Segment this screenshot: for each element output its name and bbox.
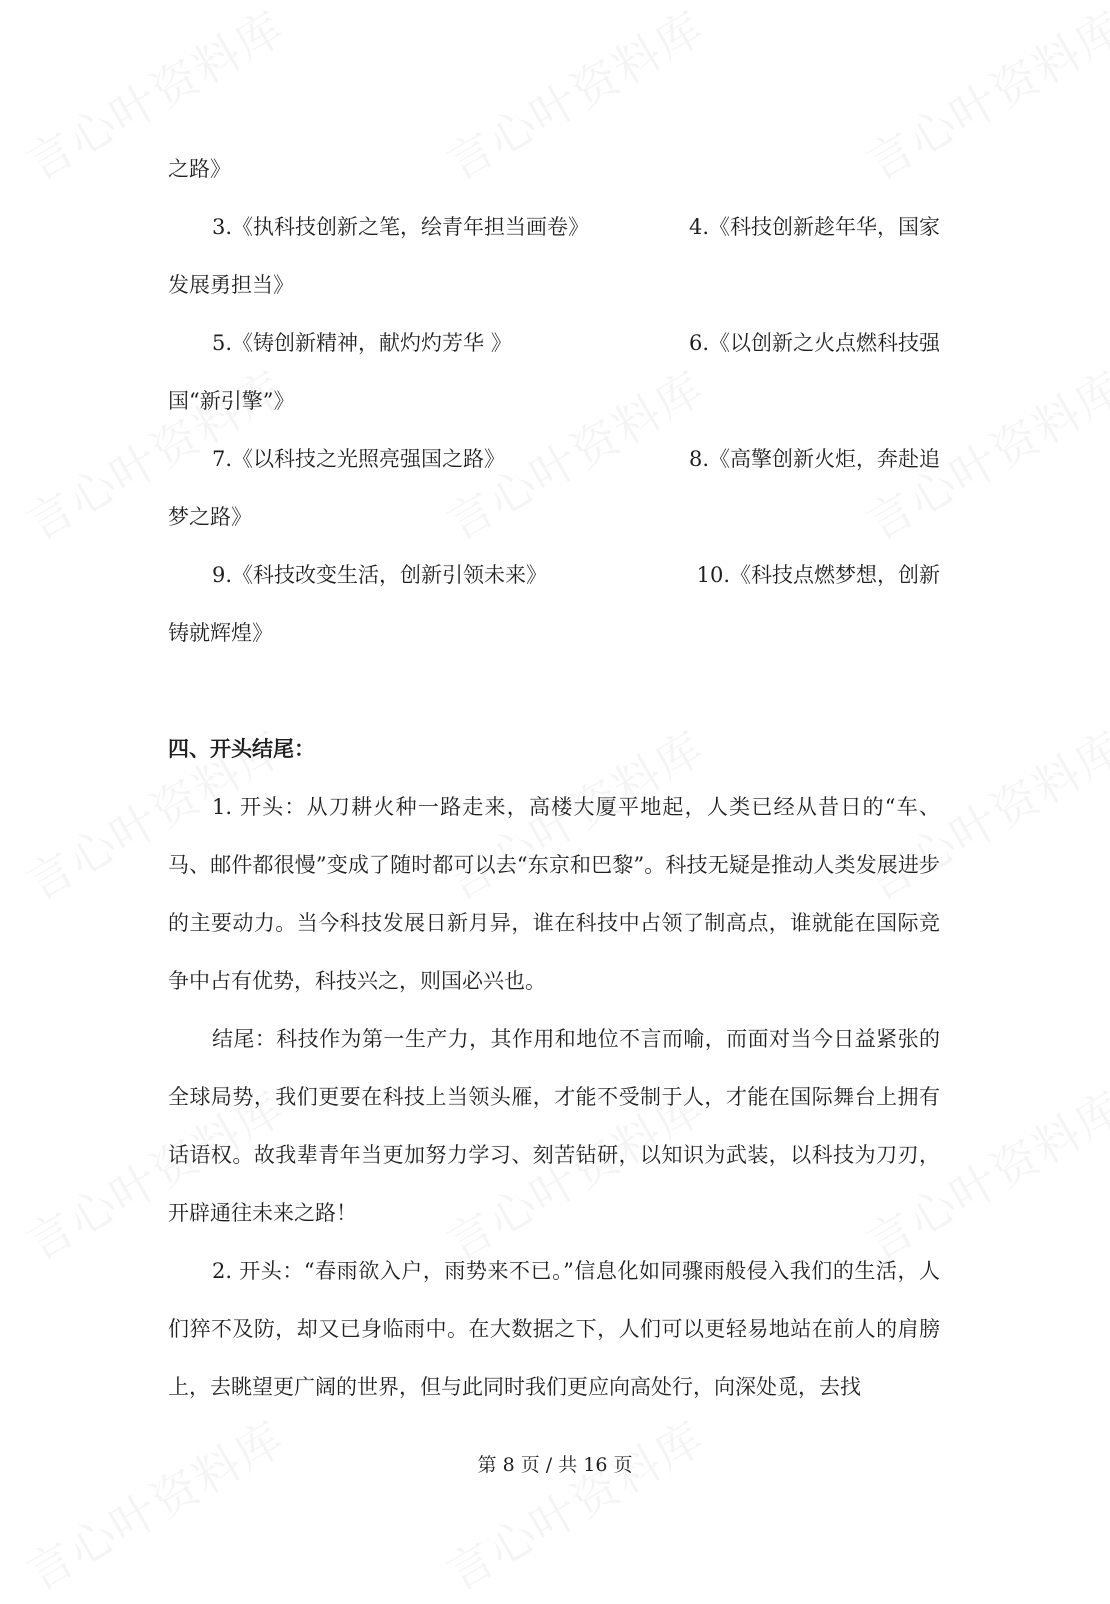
title-item: 9.《科技改变生活，创新引领未来》 [212,563,548,587]
paragraph: 结尾：科技作为第一生产力，其作用和地位不言而喻，而面对当今日益紧张的全球局势，我们更要在科技上当领头雁，才能不受制于人，才能在国际舞台上拥有话语权。故我辈青年当更加努力学习、刻苦钻研，以知识为武装，以科技为刀刃，开辟通往未来之路！ [168,1027,940,1225]
paragraph: 2. 开头：“春雨欲入户，雨势来不已。”信息化如同骤雨般侵入我们的生活，人们猝不及防，却又已身临雨中。在大数据之下，人们可以更轻易地站在前人的肩膀上，去眺望更广阔的世界，但与此同时我们更应向高处行，向深处觅，去找 [168,1259,940,1399]
section-heading: 四、开头结尾： [168,737,315,761]
title-row [168,430,940,488]
title-continuation: 铸就辉煌》 [168,621,273,645]
watermark [13,1402,295,1603]
title-item: 10.《科技点燃梦想，创新 [696,563,940,587]
title-item: 8.《高擎创新火炬，奔赴追 [688,447,940,471]
list-continuation: 之路》 [168,157,231,181]
title-row [168,314,940,372]
title-continuation: 发展勇担当》 [168,273,294,297]
title-continuation: 国“新引擎”》 [168,389,295,413]
title-item: 6.《以创新之火点燃科技强 [688,331,940,355]
title-item: 5.《铸创新精神，献灼灼芳华 》 [212,331,512,355]
document-body [168,140,940,1416]
paragraph: 1. 开头：从刀耕火种一路走来，高楼大厦平地起，人类已经从昔日的“车、马、邮件都很慢”变成了随时都可以去“东京和巴黎”。科技无疑是推动人类发展进步的主要动力。当今科技发展日新月异，谁在科技中占领了制高点，谁就能在国际竞争中占有优势，科技兴之，则国必兴也。 [168,795,940,993]
title-continuation: 梦之路》 [168,505,252,529]
watermark [433,1402,715,1603]
title-item: 3.《执科技创新之笔，绘青年担当画卷》 [212,215,590,239]
title-row [168,546,940,604]
title-item: 4.《科技创新趁年华，国家 [688,215,940,239]
title-row [168,198,940,256]
page-number: 第 8 页 / 共 16 页 [477,1454,633,1476]
title-item: 7.《以科技之光照亮强国之路》 [212,447,506,471]
